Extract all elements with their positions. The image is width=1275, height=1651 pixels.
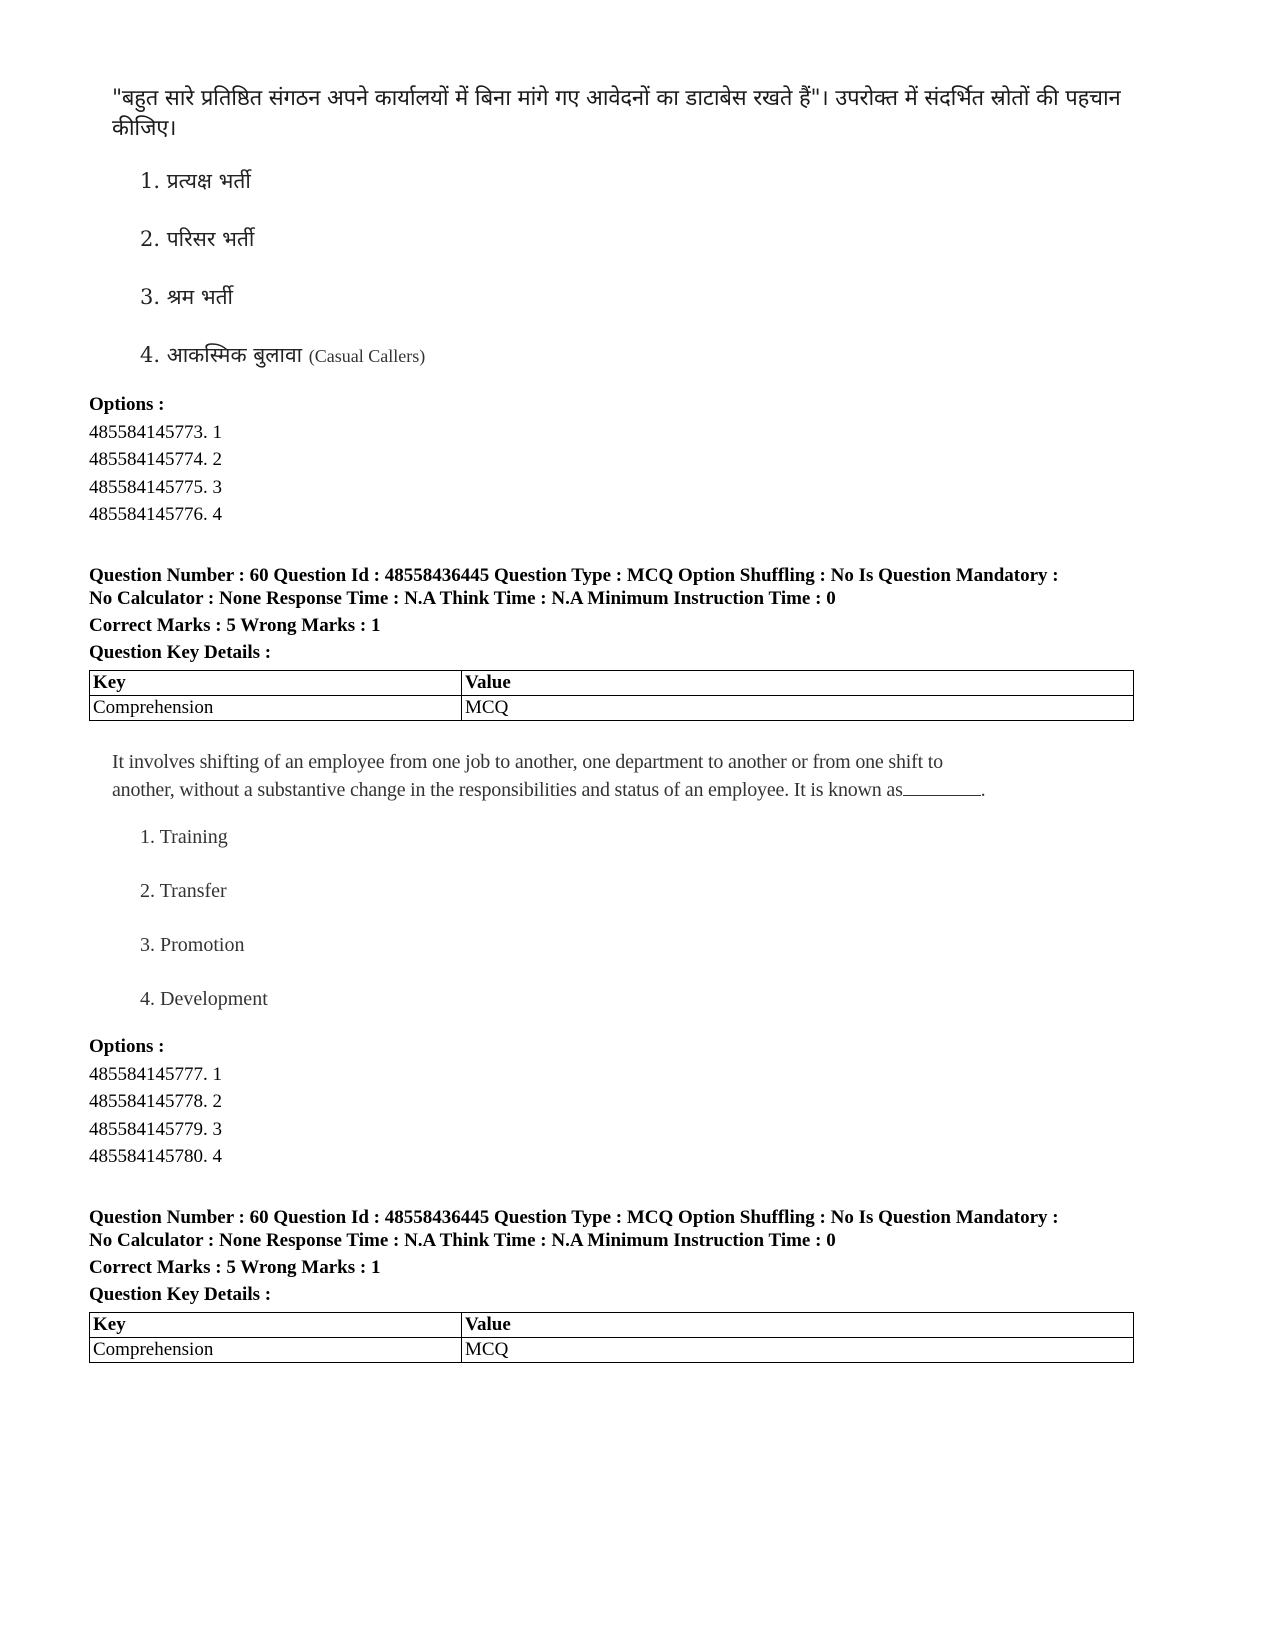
question-option: 3. श्रम भर्ती (140, 285, 233, 309)
key-details-table (89, 670, 1134, 721)
option-item: 485584145775. 3 (89, 476, 222, 498)
table-cell-key: Comprehension (90, 696, 462, 721)
fill-blank (903, 777, 981, 796)
question-option: 2. Transfer (140, 880, 227, 902)
question-option: 2. परिसर भर्ती (140, 227, 255, 251)
meta-line: No Calculator : None Response Time : N.A Think Time : N.A Minimum Instruction Time : 0 (89, 1230, 836, 1251)
options-header: Options : (89, 1036, 165, 1057)
table-row (90, 696, 1134, 721)
table-header-row (90, 1313, 1134, 1338)
options-list (89, 391, 222, 529)
options-header: Options : (89, 394, 165, 415)
option-item: 485584145777. 1 (89, 1063, 222, 1085)
meta-line: Question Number : 60 Question Id : 48558436445 Question Type : MCQ Option Shuffling : No Is Question Mandatory : (89, 565, 1059, 586)
table-header-key: Key (90, 1313, 462, 1338)
option-item: 485584145776. 4 (89, 504, 222, 525)
option-item: 485584145773. 1 (89, 421, 222, 443)
marks-line: Correct Marks : 5 Wrong Marks : 1 (89, 1257, 381, 1278)
table-header-key: Key (90, 671, 462, 696)
key-details-heading: Question Key Details : (89, 642, 272, 663)
question-stem-line: It involves shifting of an employee from one job to another, one department to another or from one shift to (112, 751, 943, 773)
question-option-suffix: (Casual Callers) (308, 346, 426, 366)
options-list (89, 1033, 222, 1171)
table-header-value: Value (462, 1313, 1134, 1338)
marks-line: Correct Marks : 5 Wrong Marks : 1 (89, 615, 381, 636)
meta-line: No Calculator : None Response Time : N.A Think Time : N.A Minimum Instruction Time : 0 (89, 588, 836, 609)
question-meta (89, 564, 1139, 664)
question-option: 1. Training (140, 826, 228, 848)
option-item: 485584145779. 3 (89, 1118, 222, 1140)
key-details-heading: Question Key Details : (89, 1284, 272, 1305)
option-item: 485584145780. 4 (89, 1146, 222, 1167)
table-cell-value: MCQ (462, 696, 1134, 721)
question-option: 1. प्रत्यक्ष भर्ती (140, 169, 251, 193)
question-option (140, 340, 1172, 371)
question-stem-line: another, without a substantive change in the responsibilities and status of an employee. It is known as (112, 779, 903, 801)
table-row (90, 1338, 1134, 1363)
meta-line: Question Number : 60 Question Id : 48558436445 Question Type : MCQ Option Shuffling : No Is Question Mandatory : (89, 1207, 1059, 1228)
table-header-row (90, 671, 1134, 696)
question-option-text: 4. आकस्मिक बुलावा (140, 343, 303, 367)
option-item: 485584145774. 2 (89, 449, 222, 470)
table-cell-key: Comprehension (90, 1338, 462, 1363)
question-option: 4. Development (140, 988, 268, 1010)
table-cell-value: MCQ (462, 1338, 1134, 1363)
question-stem: It involves shifting of an employee from one job to another, one department to another or from one shift to another, without a substantive change in the responsibilities and status of an employee. It is known as . (112, 751, 986, 801)
table-header-value: Value (462, 671, 1134, 696)
question-stem: "बहुत सारे प्रतिष्ठित संगठन अपने कार्यालयों में बिना मांगे गए आवेदनों का डाटाबेस रखते हैं"। उपरोक्त में संदर्भित स्रोतों की पहचान कीजिए। (112, 86, 1121, 141)
option-item: 485584145778. 2 (89, 1091, 222, 1112)
question-meta (89, 1206, 1139, 1306)
key-details-table (89, 1312, 1134, 1363)
question-image-hindi (112, 84, 1172, 399)
question-option: 3. Promotion (140, 934, 245, 956)
question-image-english (112, 748, 1172, 1038)
